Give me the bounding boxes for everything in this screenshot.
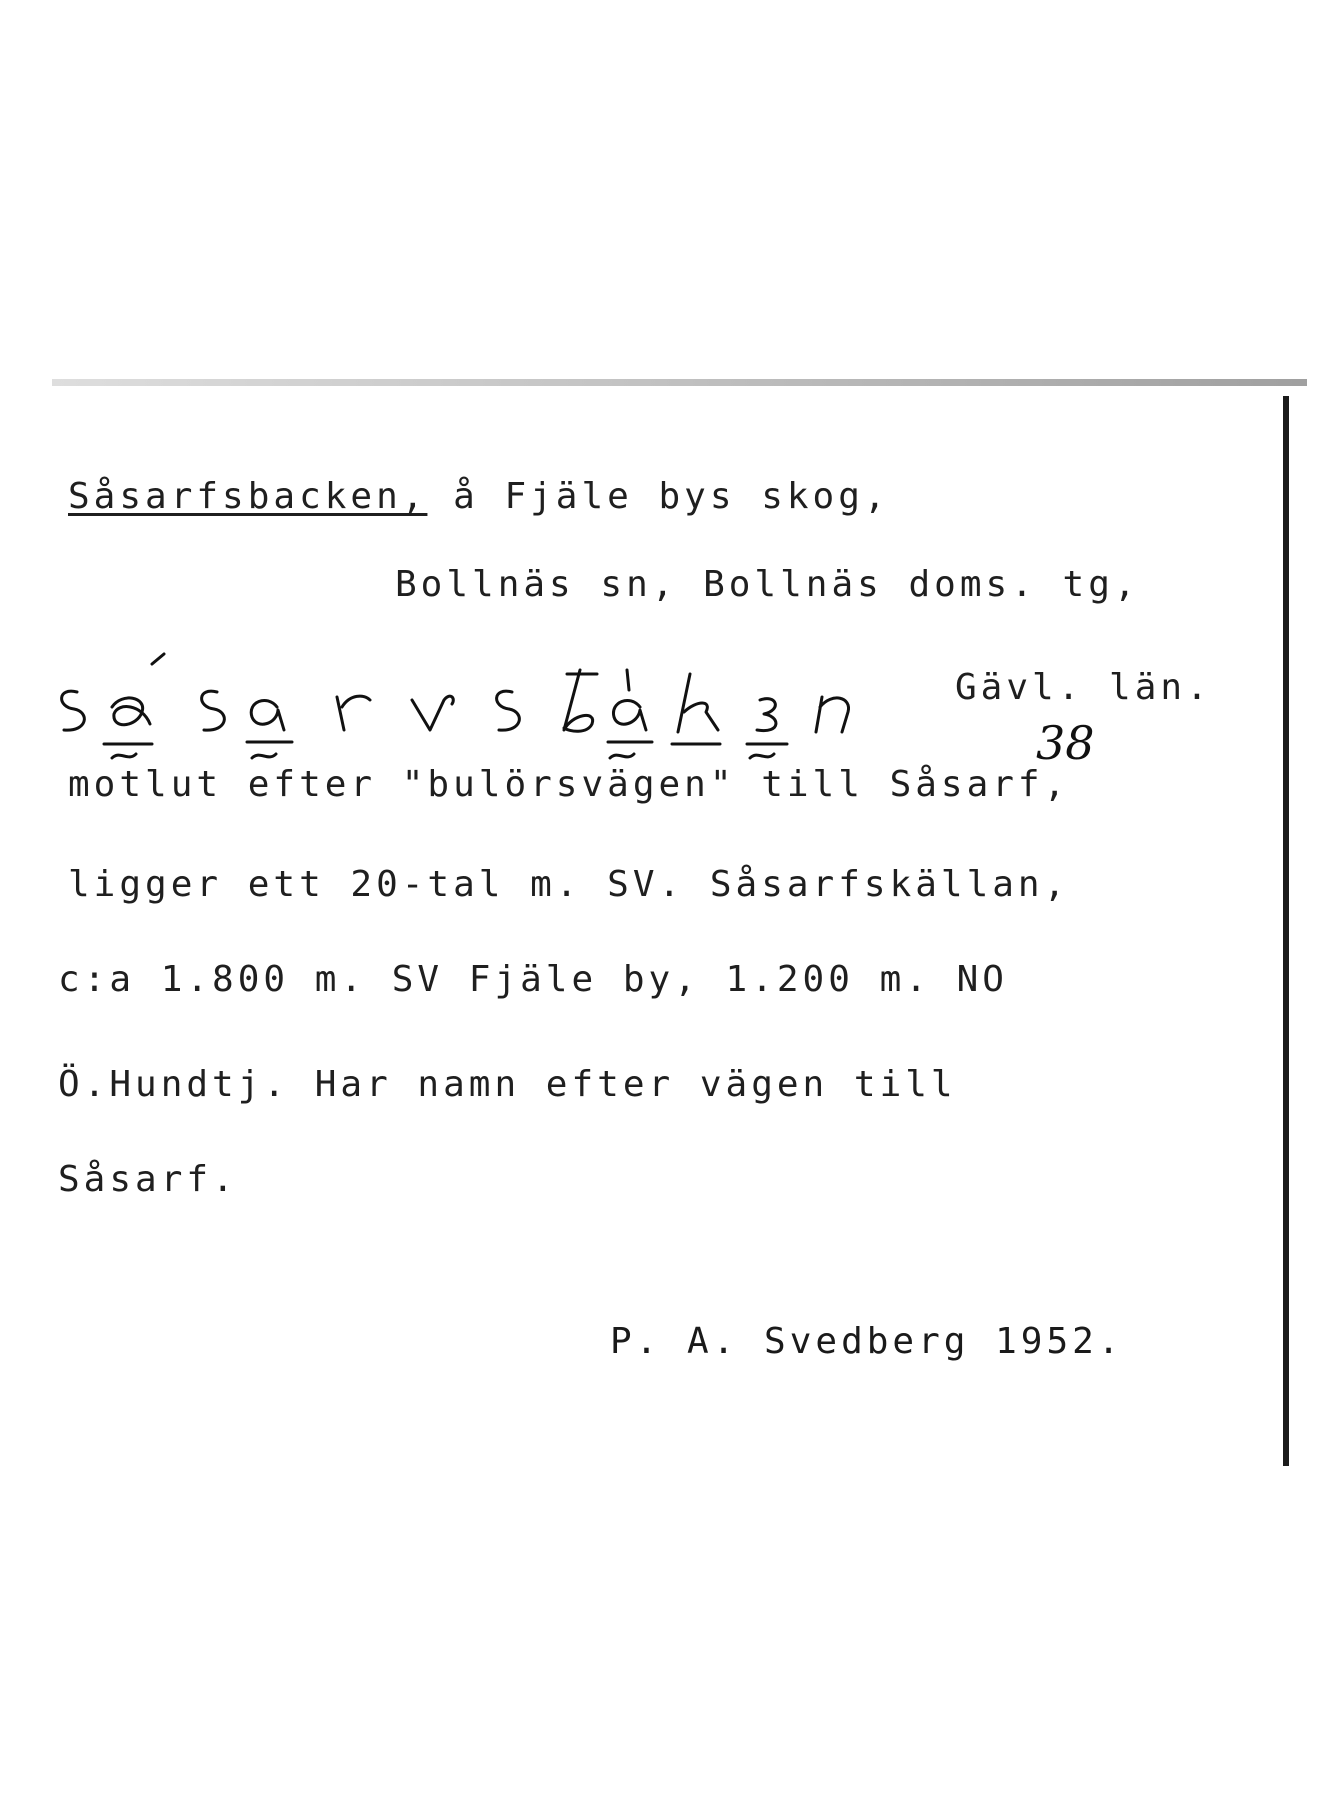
headword: Såsarfsbacken, (68, 476, 428, 517)
card-line-8: Såsarf. (58, 1159, 238, 1200)
card-line-7: Ö.Hundtj. Har namn efter vägen till (58, 1064, 957, 1105)
handwritten-number: 38 (1036, 716, 1095, 770)
line-1-rest: å Fjäle bys skog, (427, 476, 890, 517)
card-line-2: Bollnäs sn, Bollnäs doms. tg, (395, 564, 1140, 605)
card-line-3-right: Gävl. län. (955, 667, 1212, 708)
card-line-4: motlut efter "bulörsvägen" till Såsarf, (68, 764, 1070, 805)
signature: P. A. Svedberg 1952. (610, 1321, 1124, 1362)
handwritten-pronunciation (52, 652, 852, 762)
card-right-edge (1283, 396, 1289, 1466)
card-line-6: c:a 1.800 m. SV Fjäle by, 1.200 m. NO (58, 959, 1008, 1000)
card-top-edge (52, 379, 1307, 386)
card-line-5: ligger ett 20-tal m. SV. Såsarfskällan, (68, 864, 1070, 905)
card-line-1 (68, 477, 890, 517)
